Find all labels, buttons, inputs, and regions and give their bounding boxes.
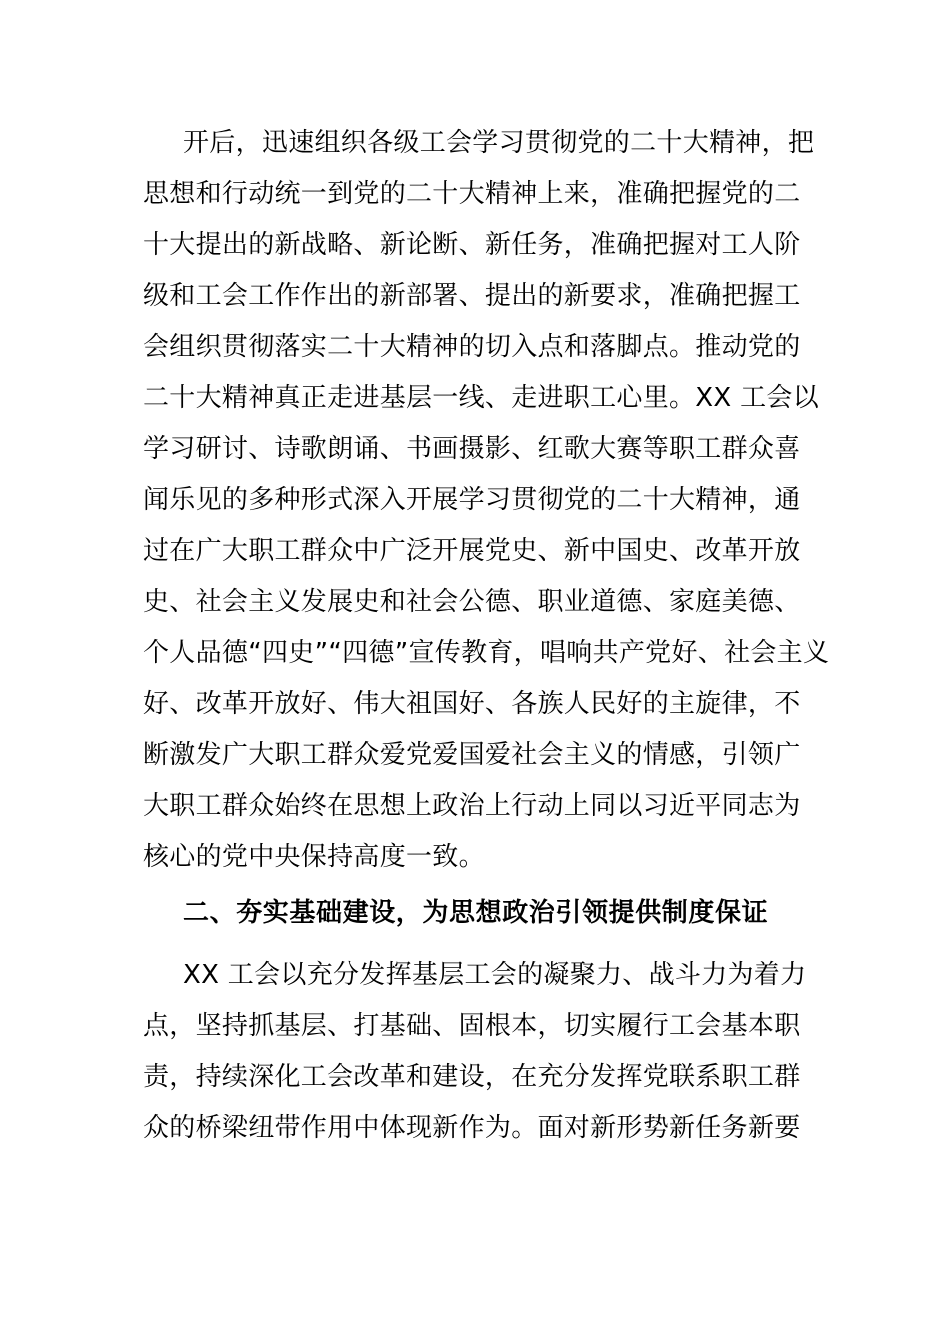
paragraph-line: 十大提出的新战略、新论断、新任务，准确把握对工人阶 — [143, 230, 801, 260]
paragraph-line: 好、改革开放好、伟大祖国好、各族人民好的主旋律，不 — [143, 689, 801, 719]
paragraph-line: 断激发广大职工群众爱党爱国爱社会主义的情感，引领广 — [143, 740, 801, 770]
paragraph-line: XX 工会以充分发挥基层工会的凝聚力、战斗力为着力 — [183, 960, 807, 990]
paragraph-line: 大职工群众始终在思想上政治上行动上同以习近平同志为 — [143, 791, 801, 821]
paragraph-line: 史、社会主义发展史和社会公德、职业道德、家庭美德、 — [143, 587, 801, 617]
paragraph-line: 学习研讨、诗歌朗诵、书画摄影、红歌大赛等职工群众喜 — [143, 434, 801, 464]
paragraph-line: 点，坚持抓基层、打基础、固根本，切实履行工会基本职 — [143, 1011, 801, 1041]
paragraph-line: 开后，迅速组织各级工会学习贯彻党的二十大精神，把 — [183, 128, 815, 158]
paragraph-line: 思想和行动统一到党的二十大精神上来，准确把握党的二 — [143, 179, 801, 209]
paragraph-line: 二十大精神真正走进基层一线、走进职工心里。XX 工会以 — [143, 383, 819, 413]
paragraph-line: 会组织贯彻落实二十大精神的切入点和落脚点。推动党的 — [143, 332, 801, 362]
section-heading: 二、夯实基础建设，为思想政治引领提供制度保证 — [183, 898, 769, 928]
paragraph-line: 过在广大职工群众中广泛开展党史、新中国史、改革开放 — [143, 536, 801, 566]
paragraph-line: 级和工会工作作出的新部署、提出的新要求，准确把握工 — [143, 281, 801, 311]
paragraph-line: 闻乐见的多种形式深入开展学习贯彻党的二十大精神，通 — [143, 485, 801, 515]
paragraph-line: 个人品德“四史”“四德”宣传教育，唱响共产党好、社会主义 — [143, 638, 830, 668]
paragraph-line: 核心的党中央保持高度一致。 — [143, 842, 485, 872]
paragraph-line: 众的桥梁纽带作用中体现新作为。面对新形势新任务新要 — [143, 1113, 801, 1143]
paragraph-line: 责，持续深化工会改革和建设，在充分发挥党联系职工群 — [143, 1062, 801, 1092]
